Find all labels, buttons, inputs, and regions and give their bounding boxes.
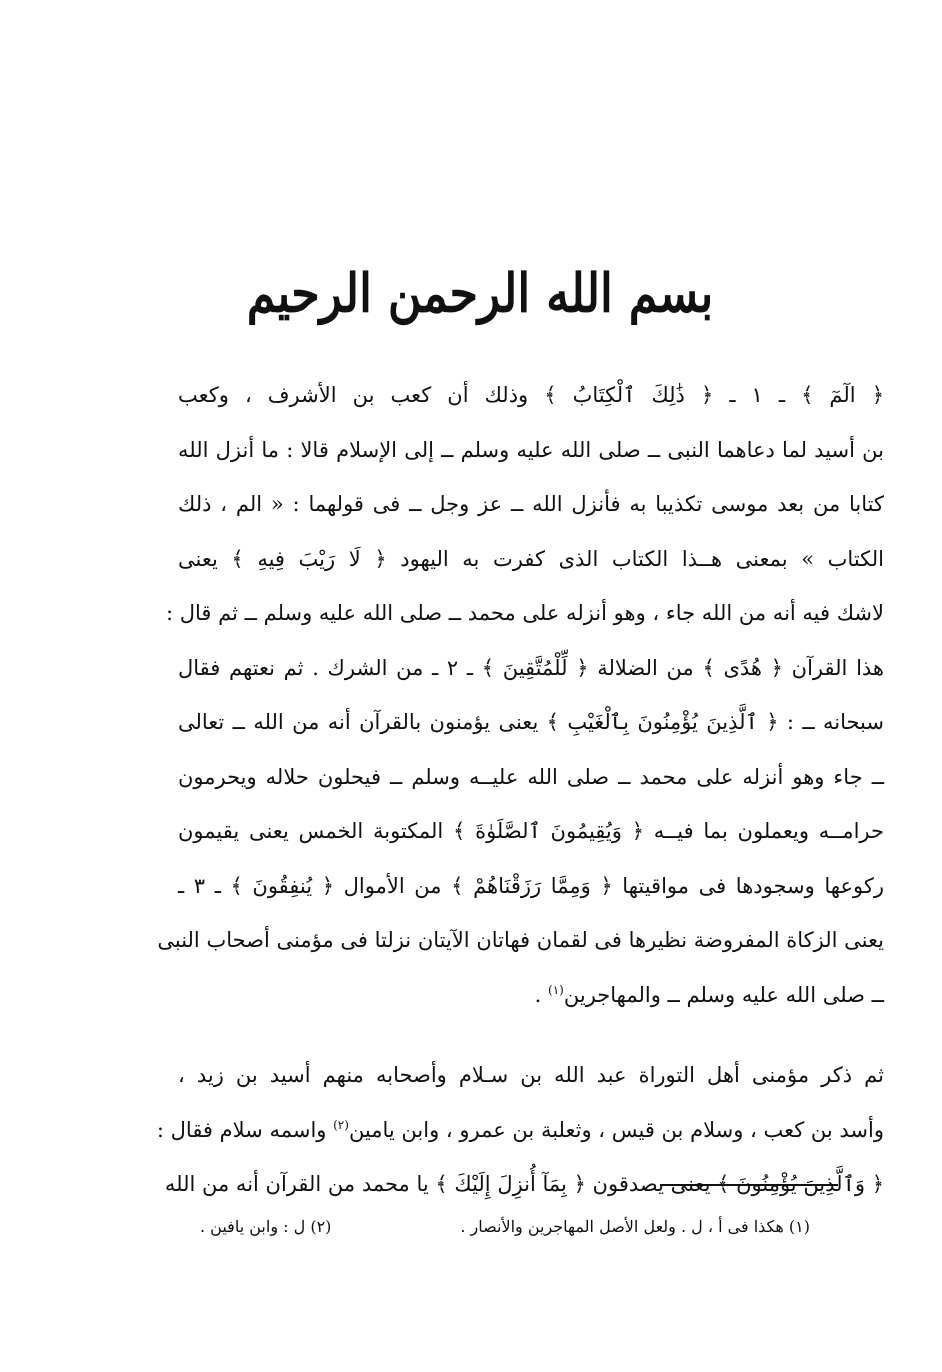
text-line: [178, 968, 884, 1023]
footnotes: [200, 1208, 810, 1244]
text-line: الكتاب » بمعنى هــذا الكتاب الذى كفرت به اليهود ﴿ لَا رَيْبَ فِيهِ ﴾ يعنى: [178, 546, 884, 571]
text-line: لاشك فيه أنه من الله جاء ، وهو أنزله على محمد ــ صلى الله عليه وسلم ــ ثم قال :: [166, 601, 884, 625]
line-part: وأسد بن كعب ، وسلام بن قيس ، وثعلبة بن عمرو ، وابن يامين: [348, 1117, 884, 1142]
text-line: ثم ذكر مؤمنى أهل التوراة عبد الله بن سـلام وأصحابه منهم أسيد بن زيد ،: [178, 1063, 884, 1087]
text-line: [156, 1103, 884, 1158]
basmala-heading: [246, 238, 714, 348]
text-line: ﴿ الٓمٓ ﴾ ـ ١ ـ ﴿ ذَٰلِكَ ٱلْكِتَابُ ﴾ وذلك أن كعب بن الأشرف ، وكعب: [178, 383, 884, 407]
text-line: حرامــه ويعملون بما فيــه ﴿ وَيُقِيمُونَ ٱلصَّلَوٰةَ ﴾ المكتوبة الخمس يعنى يقيمون: [178, 819, 884, 843]
footnote-ref-2: (٢): [333, 1117, 349, 1132]
footnote-ref-1: (١): [548, 982, 564, 997]
text-line: كتابا من بعد موسى تكذيبا به فأنزل الله ــ عز وجل ــ فى قولهما : « الم ، ذلك: [178, 492, 884, 516]
paragraph-end-text: ــ صلى الله عليه وسلم ــ والمهاجرين: [563, 982, 884, 1007]
footnote-divider: [660, 1184, 838, 1186]
text-line: يعنى الزكاة المفروضة نظيرها فى لقمان فهاتان الآيتان نزلتا فى مؤمنى أصحاب النبى: [157, 928, 884, 952]
text-line: ﴿ وَٱلَّذِينَ يُؤْمِنُونَ ﴾ يعنى يصدقون ﴿ بِمَآ أُنزِلَ إِلَيْكَ ﴾ يا محمد من القرآن أنه من الله: [164, 1172, 884, 1196]
paragraph-end-mark: .: [534, 982, 549, 1007]
line-part: واسمه سلام فقال :: [156, 1117, 334, 1142]
text-line: هذا القرآن ﴿ هُدًى ﴾ من الضلالة ﴿ لِّلْمُتَّقِينَ ﴾ ـ ٢ ـ من الشرك . ثم نعتهم فقال: [178, 655, 885, 680]
text-line: سبحانه ــ : ﴿ ٱلَّذِينَ يُؤْمِنُونَ بِٱلْغَيْبِ ﴾ يعنى يؤمنون بالقرآن أنه من الله ــ تعالى: [178, 710, 884, 734]
text-line: ــ جاء وهو أنزله على محمد ــ صلى الله عليــه وسلم ــ فيحلون حلاله ويحرمون: [178, 764, 884, 789]
text-line: ركوعها وسجودها فى مواقيتها ﴿ وَمِمَّا رَزَقْنَاهُمْ ﴾ من الأموال ﴿ يُنفِقُونَ ﴾ ـ ٣ ـ: [178, 873, 884, 898]
footnote-1: (١) هكذا فى أ ، ل . ولعل الأصل المهاجرين والأنصار .: [460, 1216, 810, 1236]
basmala-text: بسم الله الرحمن الرحيم: [246, 261, 714, 325]
text-line: بن أسيد لما دعاهما النبى ــ صلى الله عليه وسلم ــ إلى الإسلام قالا : ما أنزل الله: [178, 437, 884, 462]
main-text: [156, 368, 885, 1212]
footnote-2: (٢) ل : وابن يافين .: [200, 1216, 332, 1236]
